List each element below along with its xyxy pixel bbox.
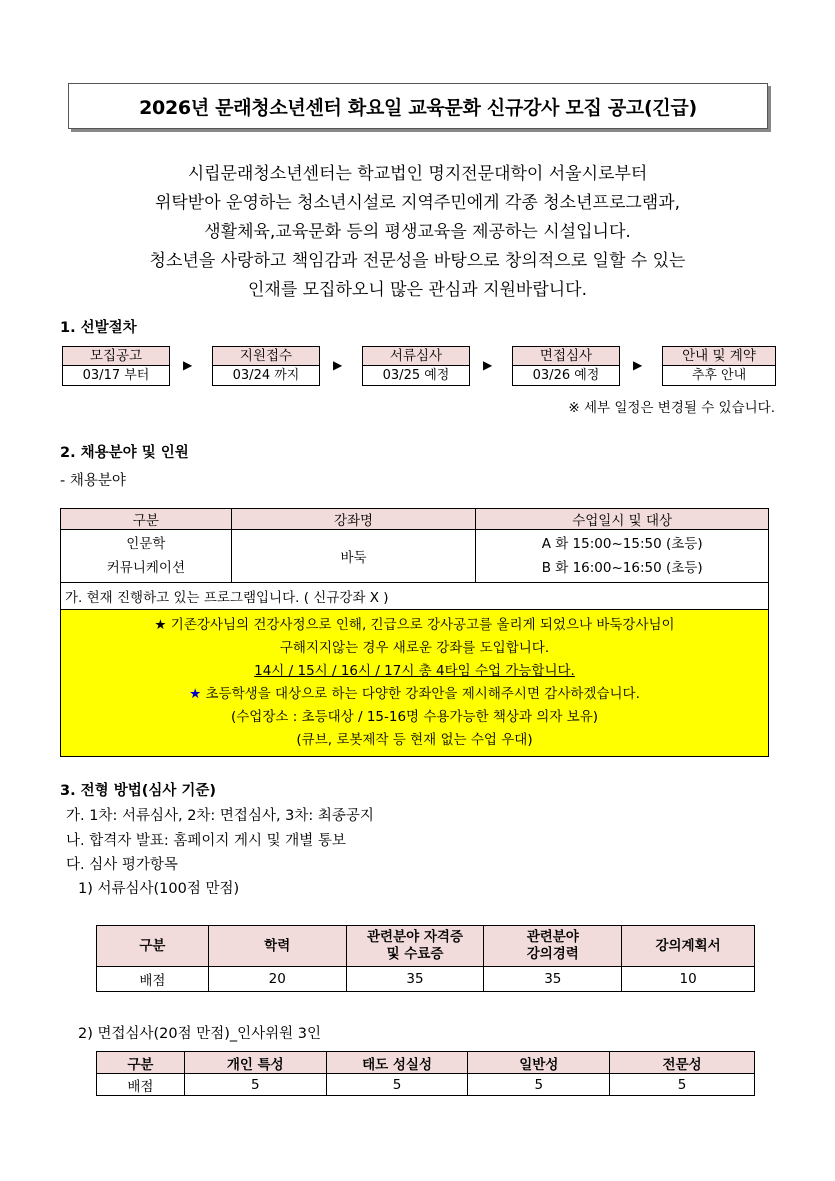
category-line: 인문학	[126, 536, 166, 552]
doc-review-table	[96, 925, 755, 992]
table-cell: 5	[610, 1074, 755, 1096]
process-step	[662, 346, 776, 386]
step-name: 모집공고	[62, 346, 170, 366]
notice-line: (수업장소 : 초등대상 / 15-16명 수용가능한 책상과 의자 보유)	[230, 709, 599, 725]
page-title: 2026년 문래청소년센터 화요일 교육문화 신규강사 모집 공고(긴급)	[68, 83, 768, 129]
notice-line: 구해지지않는 경우 새로운 강좌를 도입합니다.	[279, 640, 550, 656]
table-header-row	[61, 509, 769, 530]
table-header: 일반성	[468, 1052, 610, 1074]
category-cell	[61, 530, 232, 583]
notice-line: ★ 기존강사님의 건강사정으로 인해, 긴급으로 강사공고를 올리게 되었으나 바둑강사님이	[154, 617, 675, 633]
schedule-line: A 화 15:00~15:50 (초등)	[541, 536, 703, 552]
table-cell: 5	[184, 1074, 326, 1096]
table-row	[61, 583, 769, 610]
intro-line: 생활체육,교육문화 등의 평생교육을 제공하는 시설입니다.	[204, 222, 631, 242]
schedule-cell	[476, 530, 769, 583]
step-name: 면접심사	[512, 346, 620, 366]
intro-line: 인재를 모집하오니 많은 관심과 지원바랍니다.	[247, 280, 588, 300]
table-header-row	[97, 1052, 755, 1074]
table-cell: 20	[208, 967, 346, 992]
section-heading-recruitment: 2. 채용분야 및 인원	[60, 445, 189, 461]
table-header: 강의계획서	[622, 926, 755, 967]
course-cell: 바둑	[231, 530, 476, 583]
step-date: 추후 안내	[662, 366, 776, 386]
process-step	[362, 346, 470, 386]
process-step	[62, 346, 170, 386]
screening-item: 나. 합격자 발표: 홈페이지 게시 및 개별 통보	[66, 833, 346, 849]
schedule-note: ※ 세부 일정은 변경될 수 있습니다.	[568, 400, 775, 416]
step-name: 안내 및 계약	[662, 346, 776, 366]
notice-line: (큐브, 로봇제작 등 현재 없는 수업 우대)	[296, 732, 533, 748]
table-cell: 10	[622, 967, 755, 992]
sub-heading: - 채용분야	[60, 473, 126, 489]
step-date: 03/17 부터	[62, 366, 170, 386]
intro-line: 시립문래청소년센터는 학교법인 명지전문대학이 서울시로부터	[187, 164, 648, 184]
table-header: 전문성	[610, 1052, 755, 1074]
table-cell: 5	[468, 1074, 610, 1096]
table-header: 개인 특성	[184, 1052, 326, 1074]
process-step	[212, 346, 320, 386]
interview-table	[96, 1051, 755, 1096]
table-header: 수업일시 및 대상	[476, 509, 769, 530]
intro-paragraph	[60, 160, 775, 305]
table-header: 관련분야 자격증 및 수료증	[346, 926, 484, 967]
doc-review-label: 1) 서류심사(100점 만점)	[78, 881, 240, 897]
arrow-right-icon: ▶	[633, 358, 643, 372]
screening-item: 가. 1차: 서류심사, 2차: 면접심사, 3차: 최종공지	[66, 808, 374, 824]
section-heading-selection: 1. 선발절차	[60, 320, 137, 336]
notice-line	[61, 683, 768, 706]
table-header: 태도 성실성	[326, 1052, 468, 1074]
intro-line: 청소년을 사랑하고 책임감과 전문성을 바탕으로 창의적으로 일할 수 있는	[149, 251, 686, 271]
table-header: 구분	[97, 926, 209, 967]
table-row	[97, 967, 755, 992]
arrow-right-icon: ▶	[183, 358, 193, 372]
table-cell: 35	[346, 967, 484, 992]
notice-box	[61, 610, 769, 757]
table-row	[61, 610, 769, 757]
table-cell: 35	[484, 967, 622, 992]
arrow-right-icon: ▶	[333, 358, 343, 372]
table-cell: 5	[326, 1074, 468, 1096]
arrow-right-icon: ▶	[483, 358, 493, 372]
table-cell: 배점	[97, 967, 209, 992]
step-name: 서류심사	[362, 346, 470, 366]
step-date: 03/25 예정	[362, 366, 470, 386]
interview-label: 2) 면접심사(20점 만점)_인사위원 3인	[78, 1026, 322, 1042]
process-step	[512, 346, 620, 386]
section-heading-screening: 3. 전형 방법(심사 기준)	[60, 783, 217, 799]
notice-line: 14시 / 15시 / 16시 / 17시 총 4타임 수업 가능합니다.	[254, 663, 575, 679]
screening-item: 다. 심사 평가항목	[66, 857, 178, 873]
category-line: 커뮤니케이션	[106, 560, 185, 576]
table-cell: 배점	[97, 1074, 185, 1096]
table-header: 관련분야 강의경력	[484, 926, 622, 967]
star-icon: ★	[189, 686, 202, 702]
intro-line: 위탁받아 운영하는 청소년시설로 지역주민에게 각종 청소년프로그램과,	[154, 193, 681, 213]
table-row	[97, 1074, 755, 1096]
table-header: 구분	[61, 509, 232, 530]
table-header-row	[97, 926, 755, 967]
recruitment-table	[60, 508, 769, 757]
table-header: 구분	[97, 1052, 185, 1074]
table-row	[61, 530, 769, 583]
step-name: 지원접수	[212, 346, 320, 366]
table-header: 학력	[208, 926, 346, 967]
step-date: 03/26 예정	[512, 366, 620, 386]
notice-text: 초등학생을 대상으로 하는 다양한 강좌안을 제시해주시면 감사하겠습니다.	[205, 686, 640, 702]
current-program-note: 가. 현재 진행하고 있는 프로그램입니다. ( 신규강좌 X )	[61, 583, 769, 610]
table-header: 강좌명	[231, 509, 476, 530]
step-date: 03/24 까지	[212, 366, 320, 386]
schedule-line: B 화 16:00~16:50 (초등)	[541, 560, 703, 576]
